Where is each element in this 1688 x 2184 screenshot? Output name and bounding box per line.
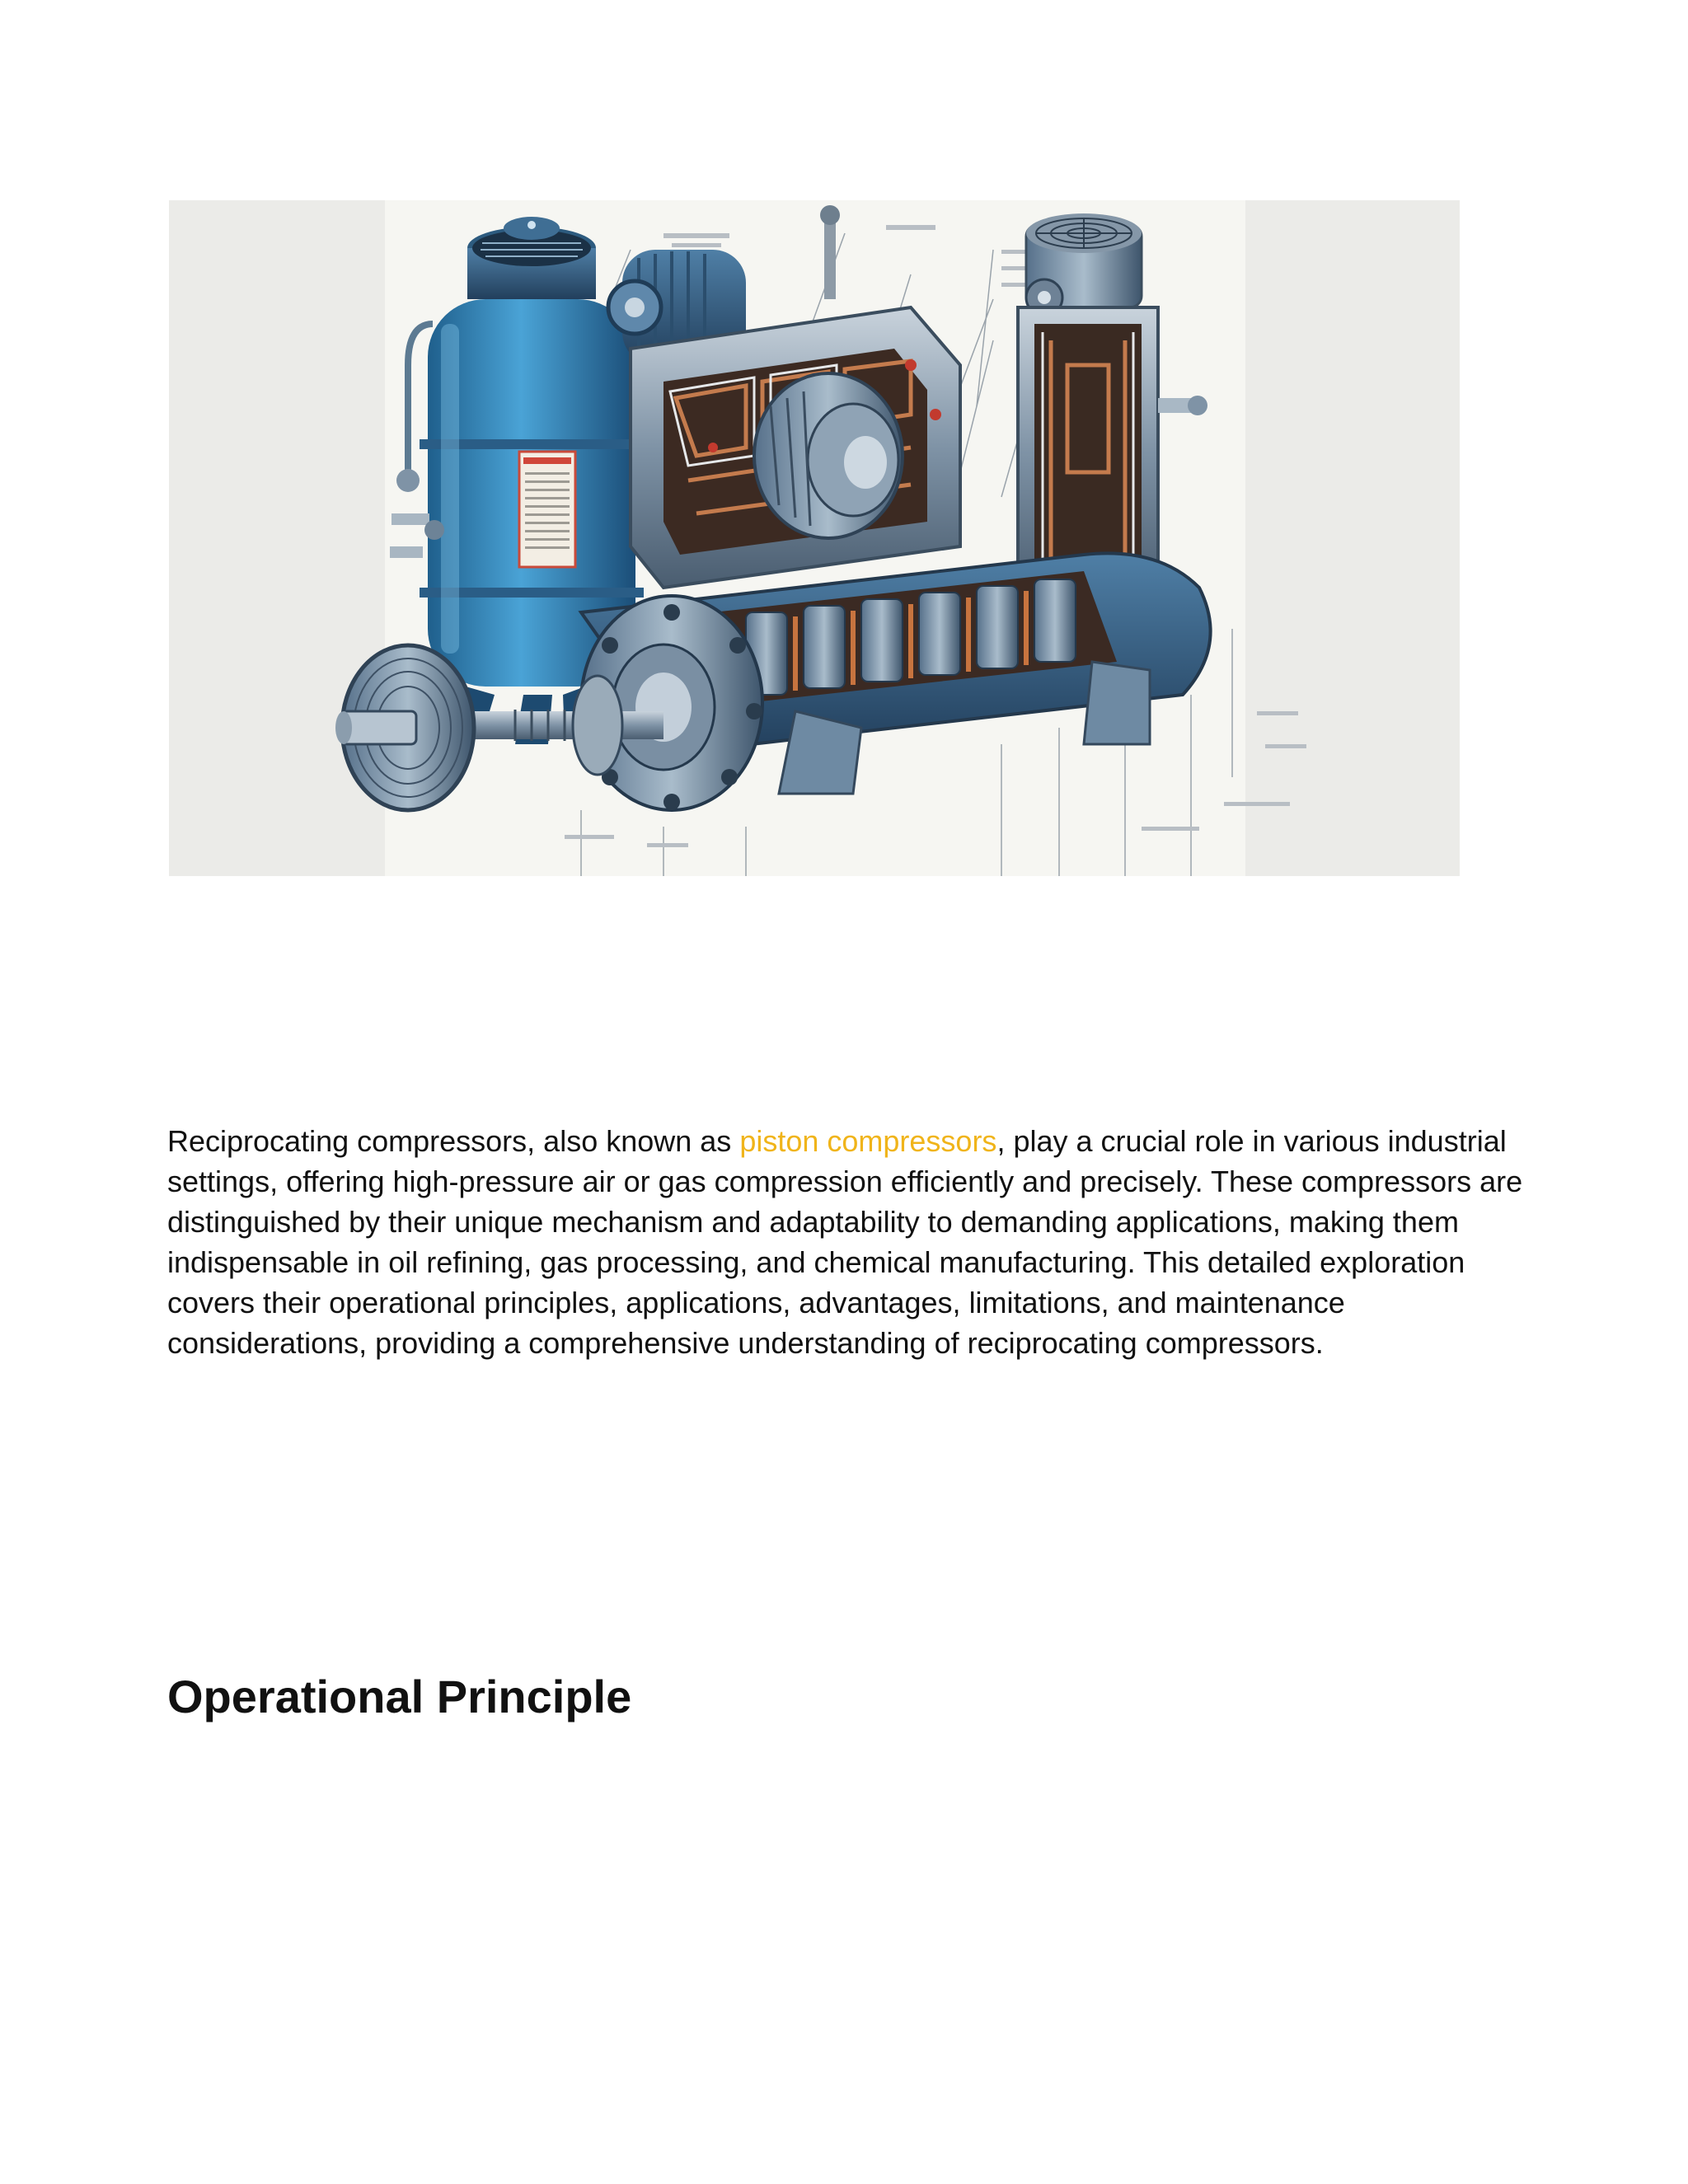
piston-compressors-link[interactable]: piston compressors: [739, 1124, 997, 1158]
intro-text-before-link: Reciprocating compressors, also known as: [167, 1124, 740, 1158]
section-title-operational-principle: Operational Principle: [167, 1671, 632, 1722]
compressor-illustration: [169, 200, 1460, 876]
intro-text-after-link: , play a crucial role in various industrial settings, offering high-pressure air or gas compression efficiently and precisely. These compressors are distinguished by their unique mechanism and adaptability to demanding applications, making them indispensable in oil refining, gas processing, and chemical manufacturing. This detailed exploration covers their operational principles, applications, advantages, limitations, and maintenance considerations, providing a comprehensive understanding of reciprocating compressors.: [167, 1124, 1523, 1360]
hero-image: [169, 200, 1460, 876]
intro-paragraph: [167, 1121, 1527, 1363]
